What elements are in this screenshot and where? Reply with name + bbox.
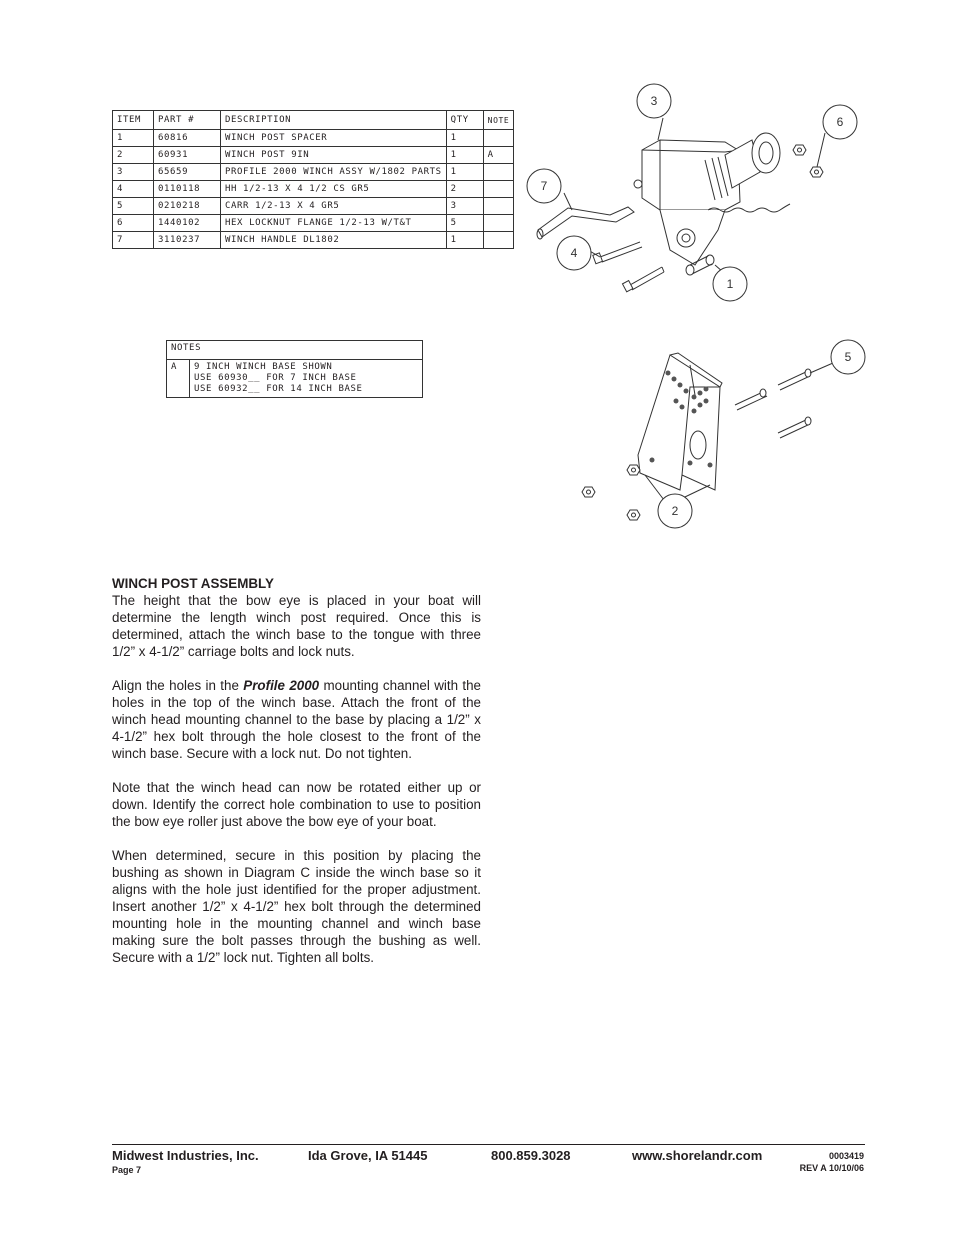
winch-handle-drawing <box>537 207 634 239</box>
cell-note: A <box>483 147 514 164</box>
table-row <box>113 215 514 232</box>
cell-item: 6 <box>113 215 154 232</box>
winch-base-drawing <box>638 353 722 490</box>
svg-text:7: 7 <box>540 179 548 193</box>
cell-note <box>483 164 514 181</box>
paragraph-2-start: Align the holes in the <box>112 678 244 693</box>
footer-divider <box>112 1144 865 1145</box>
footer-company: Midwest Industries, Inc. <box>112 1148 259 1163</box>
notes-table <box>166 340 423 398</box>
cell-qty: 5 <box>446 215 483 232</box>
notes-line: USE 60932__ FOR 14 INCH BASE <box>194 384 363 394</box>
notes-line: 9 INCH WINCH BASE SHOWN <box>194 362 333 372</box>
table-row <box>113 130 514 147</box>
notes-line: USE 60930__ FOR 7 INCH BASE <box>194 373 357 383</box>
assembly-instructions <box>112 575 481 983</box>
cell-part: 3110237 <box>154 232 221 249</box>
cell-description: HEX LOCKNUT FLANGE 1/2-13 W/T&T <box>221 215 447 232</box>
header-item: ITEM <box>113 111 154 130</box>
table-row <box>113 198 514 215</box>
footer-phone: 800.859.3028 <box>491 1148 571 1163</box>
notes-letter: A <box>167 360 190 398</box>
cell-part: 0110118 <box>154 181 221 198</box>
footer-city: Ida Grove, IA 51445 <box>308 1148 428 1163</box>
paragraph-4: When determined, secure in this position by placing the bushing as shown in Diagram C inside the winch base so it aligns with the hole just identified for the proper adjustment. Insert another 1/2” x 4-1/2” hex bolt through the determined mounting hole in the mounting channel and winch base making sure the bolt passes through the bushing as well. Secure with a 1/2” lock nut. Tighten all bolts. <box>112 848 481 965</box>
cell-qty: 1 <box>446 130 483 147</box>
table-row <box>113 147 514 164</box>
cell-qty: 1 <box>446 164 483 181</box>
locknut-drawing <box>582 465 640 520</box>
cell-note <box>483 181 514 198</box>
callout-5 <box>831 340 865 374</box>
callout-6 <box>823 105 857 139</box>
cell-item: 3 <box>113 164 154 181</box>
winch-base-diagram <box>570 335 870 535</box>
cell-qty: 3 <box>446 198 483 215</box>
cell-part: 65659 <box>154 164 221 181</box>
footer-page-number: Page 7 <box>112 1165 142 1175</box>
cell-part: 60816 <box>154 130 221 147</box>
section-title: WINCH POST ASSEMBLY <box>112 576 274 591</box>
cell-part: 60931 <box>154 147 221 164</box>
parts-table <box>112 110 514 249</box>
footer-website: www.shorelandr.com <box>632 1148 763 1163</box>
callout-7 <box>527 169 561 203</box>
cell-part: 1440102 <box>154 215 221 232</box>
cell-qty: 1 <box>446 232 483 249</box>
cell-description: PROFILE 2000 WINCH ASSY W/1802 PARTS <box>221 164 447 181</box>
header-qty: QTY <box>446 111 483 130</box>
header-note: NOTE <box>483 111 514 130</box>
footer-revision: REV A 10/10/06 <box>799 1163 864 1173</box>
callout-1 <box>713 267 747 301</box>
paragraph-3: Note that the winch head can now be rotated either up or down. Identify the correct hole combination to use to position the bow eye roller just above the bow eye of your boat. <box>112 780 481 829</box>
cell-qty: 2 <box>446 181 483 198</box>
svg-text:4: 4 <box>570 246 578 260</box>
paragraph-1: The height that the bow eye is placed in your boat will determine the length winch post required. Once this is determined, attach the winch base to the tongue with three 1/2” x 4-1/2” carriage bolts and lock nuts. <box>112 593 481 659</box>
hex-bolt-drawing <box>593 242 664 292</box>
cell-description: WINCH POST SPACER <box>221 130 447 147</box>
header-description: DESCRIPTION <box>221 111 447 130</box>
cell-item: 7 <box>113 232 154 249</box>
cell-note <box>483 130 514 147</box>
svg-text:5: 5 <box>844 350 852 364</box>
svg-text:2: 2 <box>671 504 679 518</box>
cell-note <box>483 215 514 232</box>
carriage-bolt-drawing <box>735 369 811 438</box>
header-part: PART # <box>154 111 221 130</box>
table-row <box>113 232 514 249</box>
cell-item: 2 <box>113 147 154 164</box>
cell-description: CARR 1/2-13 X 4 GR5 <box>221 198 447 215</box>
svg-text:3: 3 <box>650 94 658 108</box>
notes-header: NOTES <box>167 341 423 360</box>
table-row <box>113 181 514 198</box>
cell-note <box>483 232 514 249</box>
table-row <box>113 164 514 181</box>
cell-item: 4 <box>113 181 154 198</box>
callout-4 <box>557 236 591 270</box>
svg-text:6: 6 <box>836 115 844 129</box>
paragraph-2 <box>112 677 481 762</box>
notes-body <box>190 360 423 398</box>
callout-3 <box>637 84 671 118</box>
cell-qty: 1 <box>446 147 483 164</box>
winch-assembly-diagram <box>520 80 865 305</box>
cell-description: WINCH POST 9IN <box>221 147 447 164</box>
callout-2 <box>658 494 692 528</box>
product-name: Profile 2000 <box>243 678 320 693</box>
cell-description: HH 1/2-13 X 4 1/2 CS GR5 <box>221 181 447 198</box>
parts-table-header-row <box>113 111 514 130</box>
winch-housing-drawing <box>634 133 790 265</box>
cell-note <box>483 198 514 215</box>
cell-part: 0210218 <box>154 198 221 215</box>
cell-description: WINCH HANDLE DL1802 <box>221 232 447 249</box>
cell-item: 5 <box>113 198 154 215</box>
paragraph-2-end: mounting channel with the holes in the top of the winch base. Attach the front of the winch head mounting channel to the base by placing a 1/2” x 4-1/2” hex bolt through the hole closest to the front of the winch base. Secure with a lock nut. Do not tighten. <box>112 678 481 761</box>
cell-item: 1 <box>113 130 154 147</box>
svg-text:1: 1 <box>726 277 734 291</box>
footer-doc-number: 0003419 <box>828 1151 864 1161</box>
